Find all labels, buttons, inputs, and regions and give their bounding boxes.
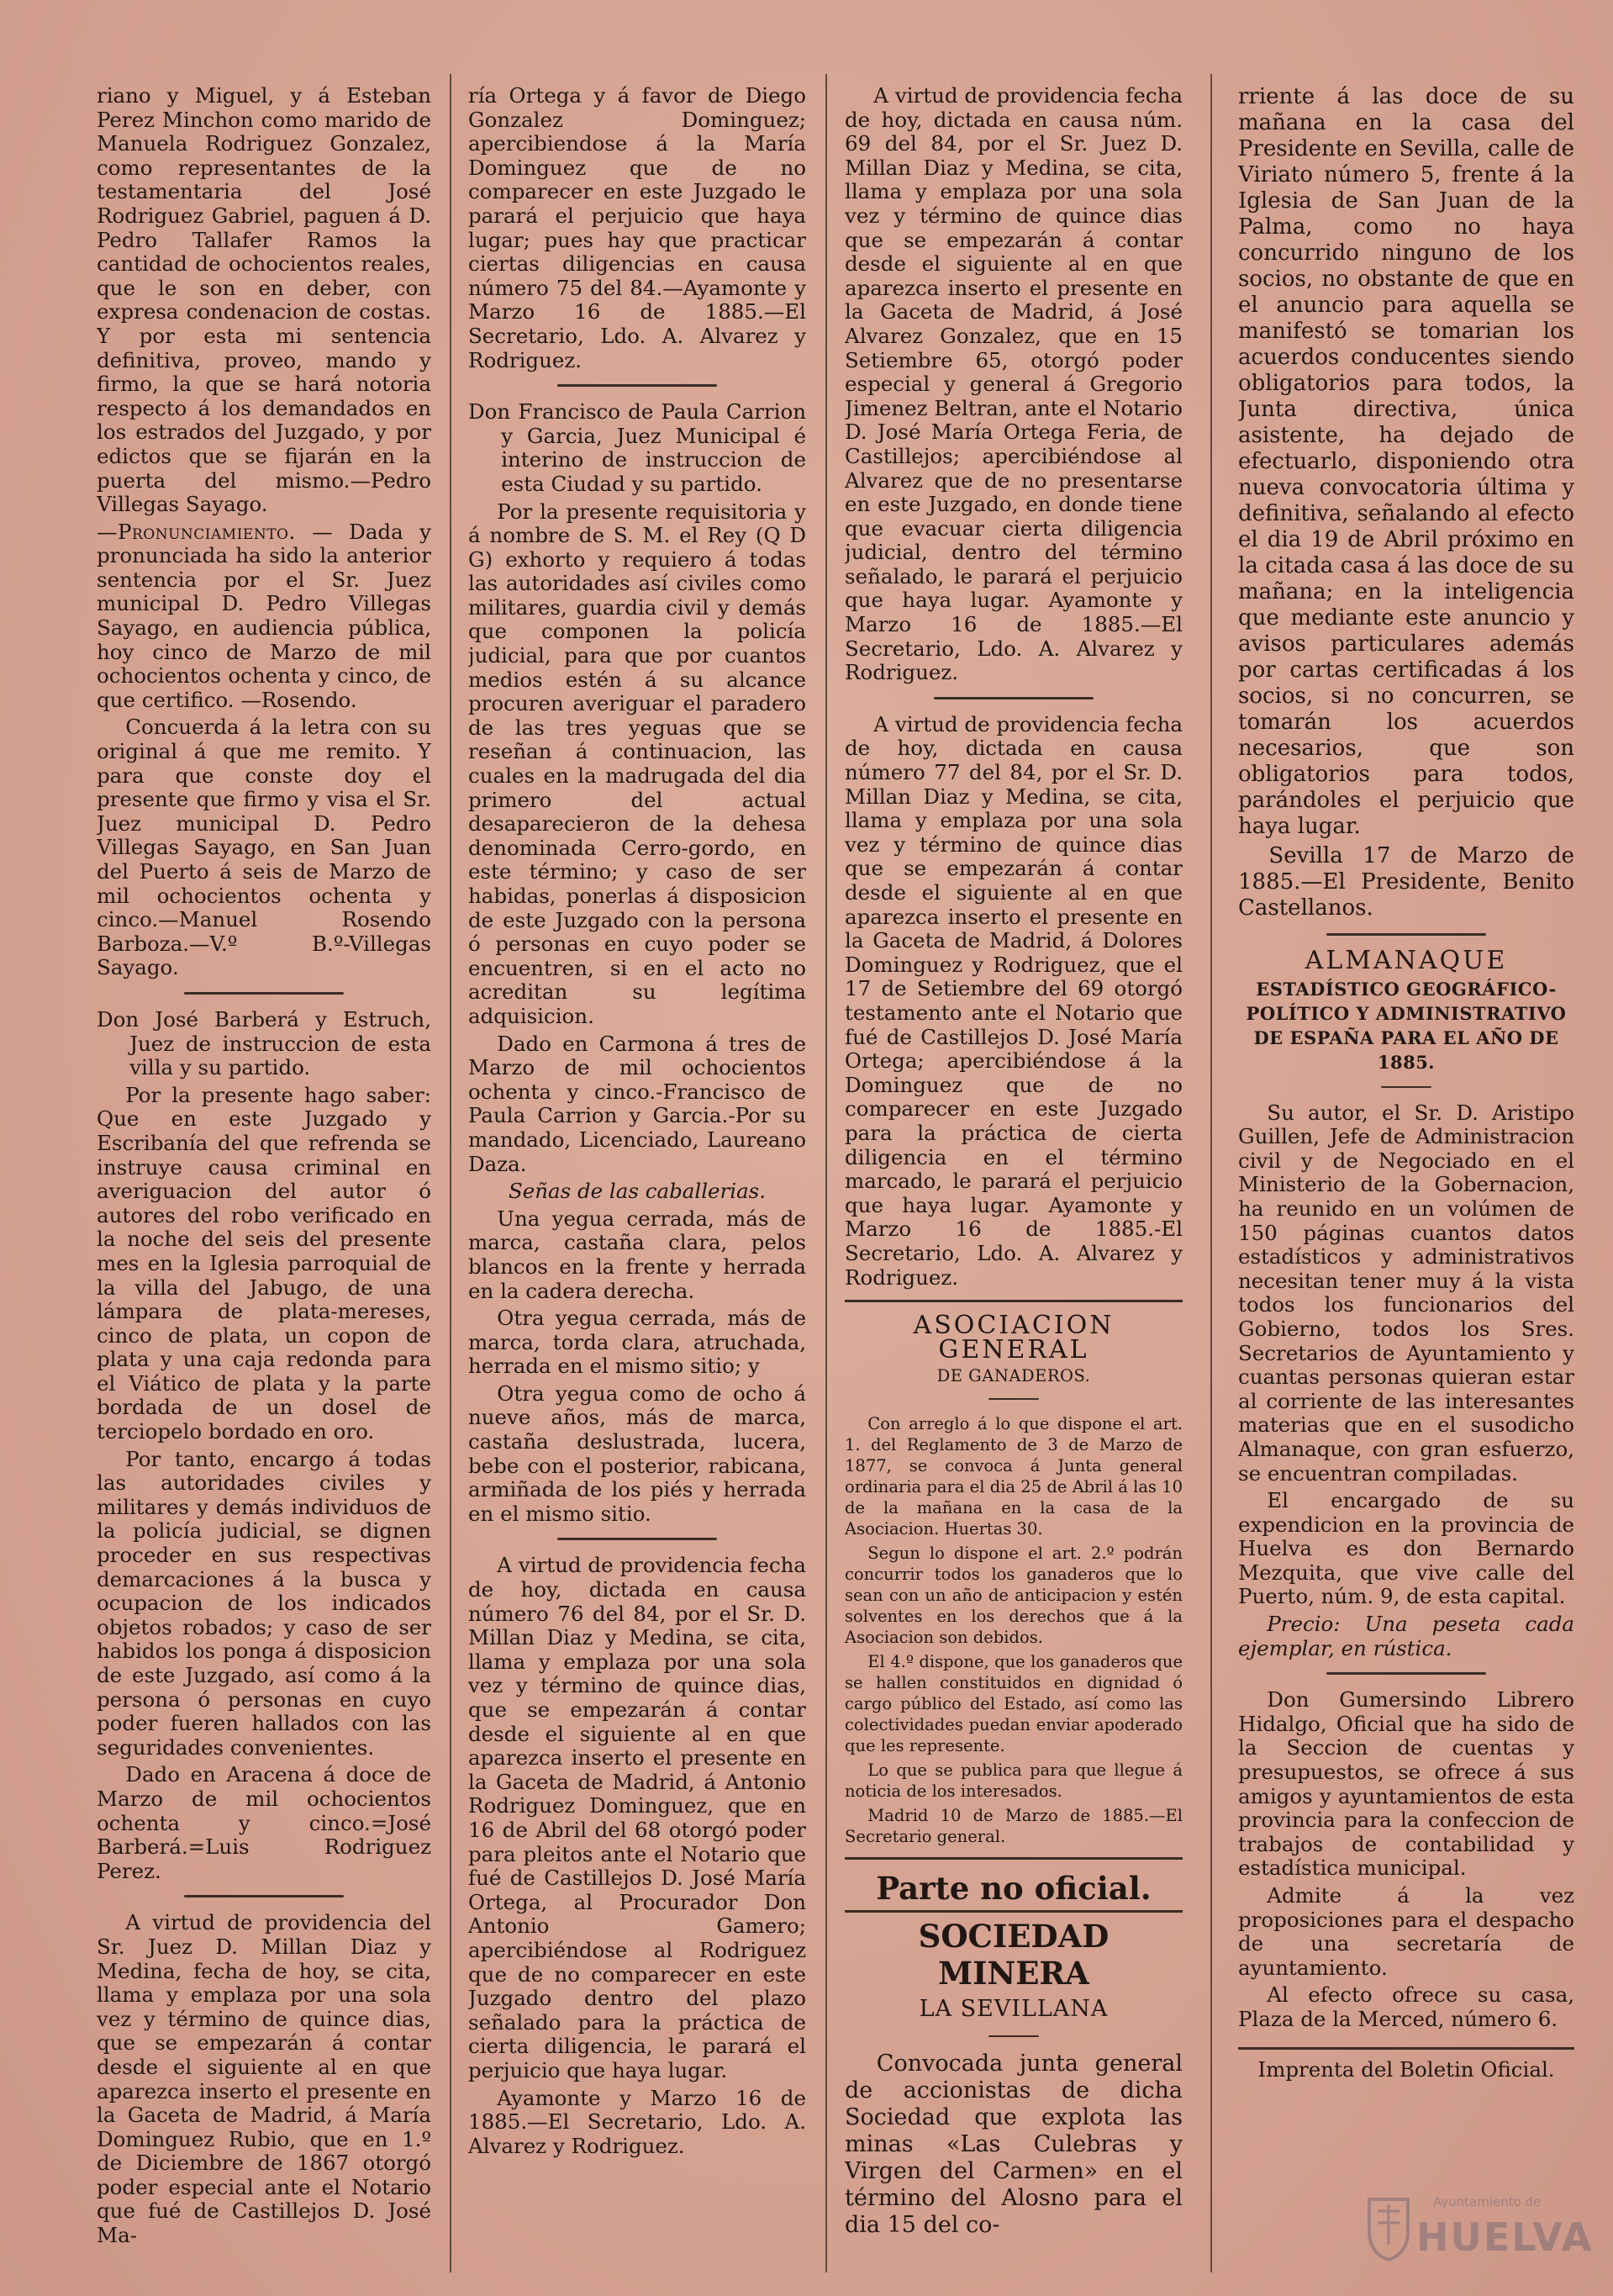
- asociacion-signature: Madrid 10 de Marzo de 1885.—El Secretario general.: [845, 1806, 1183, 1847]
- pronunciamiento-label: —Pronunciamiento.: [97, 519, 296, 544]
- barbera-paragraph: Dado en Aracena á doce de Marzo de mil ochocientos ochenta y cinco.=José Barberá.=Luis Rodriguez Perez.: [97, 1762, 431, 1883]
- librero-paragraph: Admite á la vez proposiciones para el despacho de una secretaría de ayuntamiento.: [1238, 1883, 1574, 1980]
- sociedad-signature: Sevilla 17 de Marzo de 1885.—El Presidente, Benito Castellanos.: [1238, 843, 1574, 921]
- librero-paragraph: Al efecto ofrece su casa, Plaza de la Merced, número 6.: [1238, 1982, 1574, 2031]
- watermark-big: HUELVA: [1416, 2214, 1594, 2260]
- small-divider: [988, 2035, 1039, 2037]
- almanaque-subtitle: ESTADÍSTICO GEOGRÁFICO-POLÍTICO Y ADMINISTRATIVO DE ESPAÑA PARA EL AÑO DE 1885.: [1246, 978, 1567, 1073]
- section-divider: [557, 1538, 717, 1540]
- sociedad-continued: rriente á las doce de su mañana en la casa del Presidente en Sevilla, calle de Viriato número 5, frente á la Iglesia de San Juan de la Palma, como no haya concurrido ninguno de los socios, no obstante de que en el anuncio para aquella se manifestó se tomarian los acuerdos conducentes siendo obligatorios para todos, la Junta directiva, única asistente, ha dejado de efectuarlo, disponiendo otra nueva convocatoria última y definitiva, señalando al efecto el dia 19 de Abril próximo en la citada casa á las doce de su mañana; en la inteligencia que mediante este anuncio y avisos particulares además por cartas certificadas á los socios, si no concurren, se tomarán los acuerdos necesarios, que son obligatorios para todos, parándoles el perjuicio que haya lugar.: [1238, 84, 1574, 839]
- section-divider: [184, 992, 344, 995]
- column-1: [97, 84, 431, 2270]
- virtud-notice: A virtud de providencia fecha de hoy, dictada en causa número 76 del 84, por el Sr. D. Millan Diaz y Medina, se cita, llama y emplaza por una sola vez y término de quince dias, que se empezarán á contar desde el siguiente al en que aparezca inserto el presente en la Gaceta de Madrid, á Antonio Rodriguez Dominguez, que en 16 de Abril del 68 otorgó poder para pleitos ante el Notario que fué de Castillejos D. José María Ortega, al Procurador Don Antonio Gamero; apercibiéndose al Rodriguez que de no comparecer en este Juzgado dentro del plazo señalado para la práctica de cierta diligencia, le parará el perjuicio que haya lugar.: [468, 1553, 806, 2082]
- small-divider: [1381, 1086, 1431, 1088]
- sentence-text: riano y Miguel, y á Esteban Perez Minchon como marido de Manuela Rodriguez Gonzalez, como representantes de la testamentaria del José Rodriguez Gabriel, paguen á D. Pedro Tallafer Ramos la cantidad de ochocientos reales, que le son en deber, con expresa condenacion de costas. Y por esta mi sentencia definitiva, proveo, mando y firmo, la que se hará notoria respecto á los demandados en los estrados del Juzgado, y por edictos que se fijarán en la puerta del mismo.—Pedro Villegas Sayago.: [97, 84, 431, 517]
- section-divider: [1326, 1672, 1486, 1675]
- asociacion-paragraph: Lo que se publica para que llegue á noticia de los interesados.: [845, 1760, 1183, 1802]
- section-divider: [184, 1895, 344, 1897]
- pronunciamiento: [97, 520, 431, 713]
- sociedad-title: SOCIEDAD MINERA: [918, 1918, 1110, 1993]
- virtud-signature: Ayamonte y Marzo 16 de 1885.—El Secretario, Ldo. A. Alvarez y Rodriguez.: [468, 2085, 806, 2158]
- concuerda-text: Concuerda á la letra con su original á que me remito. Y para que conste doy el presente que firmo y visa el Sr. Juez municipal D. Pedro Villegas Sayago, en San Juan del Puerto á seis de Marzo de mil ochocientos ochenta y cinco.—Manuel Rosendo Barboza.—V.º B.º-Villegas Sayago.: [97, 715, 431, 980]
- section-divider: [1326, 933, 1486, 936]
- column-4: [1238, 84, 1574, 2270]
- section-divider: [934, 697, 1094, 699]
- column-2: [468, 84, 806, 2270]
- column-3: [845, 84, 1183, 2270]
- column-rule: [450, 74, 451, 2272]
- pronunciamiento-text: — Dada y pronunciada ha sido la anterior sentencia por el Sr. Juez municipal D. Pedro Villegas Sayago, en audiencia pública, hoy cinco de Marzo de mil ochocientos ochenta y cinco, de que certifico. —Rosendo.: [97, 519, 431, 712]
- barbera-paragraph: Por la presente hago saber: Que en este Juzgado y Escribanía del que refrenda se instruye causa criminal en averiguacion del autor ó autores del robo verificado en la noche del seis del presente mes en la Iglesia parroquial de la villa del Jabugo, de una lámpara de plata-mereses, cinco de plata, un copon de plata y una caja redonda para el Viático de plata y la parte bordada de un dosel de terciopelo bordado en oro.: [97, 1082, 431, 1444]
- almanaque-title: ALMANAQUE: [1305, 946, 1508, 975]
- asociacion-block: [845, 1300, 1183, 1860]
- column-rule: [1210, 74, 1212, 2272]
- barbera-paragraph: Por tanto, encargo á todas las autoridades civiles y militares y demás individuos de la policía judicial, se dignen proceder en sus respectivas demarcaciones á la busca y ocupacion de los indicados objetos robados; y caso de ser habidos los ponga á disposicion de este Juzgado, así como á la persona ó personas en cuyo poder fueren hallados con las seguridades convenientes.: [97, 1446, 431, 1760]
- virtud-notice: A virtud de providencia fecha de hoy, dictada en causa núm. 69 del 84, por el Sr. Juez D. Millan Diaz y Medina, se cita, llama y emplaza por una sola vez y término de quince dias que se empezarán á contar desde el siguiente al en que aparezca inserto el presente en la Gaceta de Madrid, á José Alvarez Gonzalez, que en 15 Setiembre 65, otorgó poder especial y general á Gregorio Jimenez Beltran, ante el Notario D. José María Ortega Feria, de Castillejos; apercibiéndose al Alvarez que de no presentarse en este Juzgado, en donde tiene que evacuar cierta diligencia judicial, dentro del término señalado, le parará el perjuicio que haya lugar. Ayamonte y Marzo 16 de 1885.—El Secretario, Ldo. A. Alvarez y Rodriguez.: [845, 84, 1183, 685]
- almanaque-price: Precio: Una peseta cada ejemplar, en rústica.: [1238, 1612, 1574, 1660]
- senas-item: Otra yegua cerrada, más de marca, torda clara, atruchada, herrada en el mismo sitio; y: [468, 1306, 806, 1379]
- asociacion-paragraph: Con arreglo á lo que dispone el art. 1. del Reglamento de 3 de Marzo de 1877, se convoca á Junta general ordinaria para el dia 25 de Abril á las 10 de la mañana en la casa de la Asociacion. Huertas 30.: [845, 1414, 1183, 1539]
- watermark-small: Ayuntamiento de: [1433, 2194, 1542, 2209]
- virtud-notice: A virtud de providencia del Sr. Juez D. Millan Diaz y Medina, fecha de hoy, se cita, llama y emplaza por una sola vez y término de quince dias, que se empezarán á contar desde el siguiente al en que aparezca inserto el presente en la Gaceta de Madrid, á María Dominguez Rubio, que en 1.º de Diciembre de 1867 otorgó poder especial ante el Notario que fué de Castillejos D. José Ma-: [97, 1910, 431, 2248]
- sociedad-paragraph: Convocada junta general de accionistas de dicha Sociedad que explota las minas «Las Culebras y Virgen del Carmen» en el término del Alosno para el dia 15 del co-: [845, 2051, 1183, 2239]
- senas-title: Señas de las caballerias.: [508, 1179, 767, 1204]
- section-divider: [557, 384, 717, 387]
- small-divider: [988, 1398, 1039, 1400]
- senas-item: Una yegua cerrada, más de marca, castaña clara, pelos blancos en la frente y herrada en la cadera derecha.: [468, 1206, 806, 1303]
- crest-icon: [1366, 2194, 1411, 2262]
- asociacion-title: ASOCIACION GENERAL: [913, 1311, 1115, 1364]
- asociacion-subtitle: DE GANADEROS.: [936, 1366, 1091, 1386]
- librero-paragraph: Don Gumersindo Librero Hidalgo, Oficial que ha sido de la Seccion de cuentas y presupuestos, se ofrece á sus amigos y ayuntamientos de esta provincia para la confeccion de trabajos de contabilidad y estadística municipal.: [1238, 1687, 1574, 1881]
- almanaque-paragraph: Su autor, el Sr. D. Aristipo Guillen, Jefe de Administracion civil y de Negociado en el Ministerio de la Gobernacion, ha reunido en un volúmen de 150 páginas cuantos datos estadísticos y administrativos necesitan tener muy á la vista todos los funcionarios del Gobierno, todos los Sres. Secretarios de Ayuntamiento y cuantas personas quieran estar al corriente de las interesantes materias que en el susodicho Almanaque, con gran esfuerzo, se encuentran compiladas.: [1238, 1100, 1574, 1486]
- senas-item: Otra yegua como de ocho á nueve años, más de marca, castaña deslustrada, lucera, bebe con el posterior, rabicana, armiñada de los piés y herrada en el mismo sitio.: [468, 1380, 806, 1526]
- virtud-notice: A virtud de providencia fecha de hoy, dictada en causa número 77 del 84, por el Sr. D. Millan Diaz y Medina, se cita, llama y emplaza por una sola vez y término de quince dias que se empezarán á contar desde el siguiente al en que aparezca inserto el presente en la Gaceta de Madrid, á Dolores Dominguez y Rodriguez, que el 17 de Setiembre del 69 otorgó testamento ante el Notario que fué de Castillejos D. José María Ortega; apercibiéndose á la Dominguez que de no comparecer en este Juzgado para la práctica de cierta diligencia en el término marcado, le parará el perjuicio que haya lugar. Ayamonte y Marzo 16 de 1885.-El Secretario, Ldo. A. Alvarez y Rodriguez.: [845, 711, 1183, 1290]
- barbera-header: Don José Barberá y Estruch, Juez de instruccion de esta villa y su partido.: [97, 1006, 431, 1080]
- carrion-header: Don Francisco de Paula Carrion y Garcia, Juez Municipal é interino de instruccion de esta Ciudad y su partido.: [468, 399, 806, 496]
- requisitoria-paragraph: Por la presente requisitoria y á nombre de S. M. el Rey (Q D G) exhorto y requiero á todas las autoridades así civiles como militares, guardia civil y demás que componen la policía judicial, para que por cuantos medios estén á su alcance procuren averiguar el paradero de las tres yeguas que se reseñan á continuacion, las cuales en la madrugada del dia primero del actual desaparecieron de la dehesa denominada Cerro-gordo, en este término; y caso de ser habidas, ponerlas á disposicion de este Juzgado con la persona ó personas en cuyo poder se encuentren, si en el acto no acreditan su legítima adquisicion.: [468, 499, 806, 1028]
- asociacion-paragraph: El 4.º dispone, que los ganaderos que se hallen constituidos en dignidad ó cargo público del Estado, así como las colectividades puedan enviar apoderado que les represente.: [845, 1652, 1183, 1756]
- parte-no-oficial-title: Parte no oficial.: [876, 1870, 1152, 1908]
- asociacion-paragraph: Segun lo dispone el art. 2.º podrán concurrir todos los ganaderos que lo sean con un año de anticipacion y estén solventes en los derechos que á la Asociacion son debidos.: [845, 1544, 1183, 1648]
- sociedad-subtitle: LA SEVILLANA: [919, 1996, 1109, 2023]
- column-rule: [825, 74, 827, 2272]
- almanaque-paragraph: El encargado de su expendicion en la provincia de Huelva es don Bernardo Mezquita, que vive calle del Puerto, núm. 9, de esta capital.: [1238, 1488, 1574, 1609]
- ayuntamiento-watermark: [1366, 2177, 1594, 2270]
- imprenta-footer: Imprenta del Boletin Oficial.: [1238, 2047, 1574, 2082]
- continued-notice: ría Ortega y á favor de Diego Gonzalez Dominguez; apercibiendose á la María Dominguez que de no comparecer en este Juzgado le parará el perjuicio que haya lugar; pues hay que practicar ciertas diligencias en causa número 75 del 84.—Ayamonte y Marzo 16 de 1885.—El Secretario, Ldo. A. Alvarez y Rodriguez.: [468, 84, 806, 372]
- requisitoria-paragraph: Dado en Carmona á tres de Marzo de mil ochocientos ochenta y cinco.-Francisco de Paula Carrion y Garcia.-Por su mandado, Licenciado, Laureano Daza.: [468, 1031, 806, 1176]
